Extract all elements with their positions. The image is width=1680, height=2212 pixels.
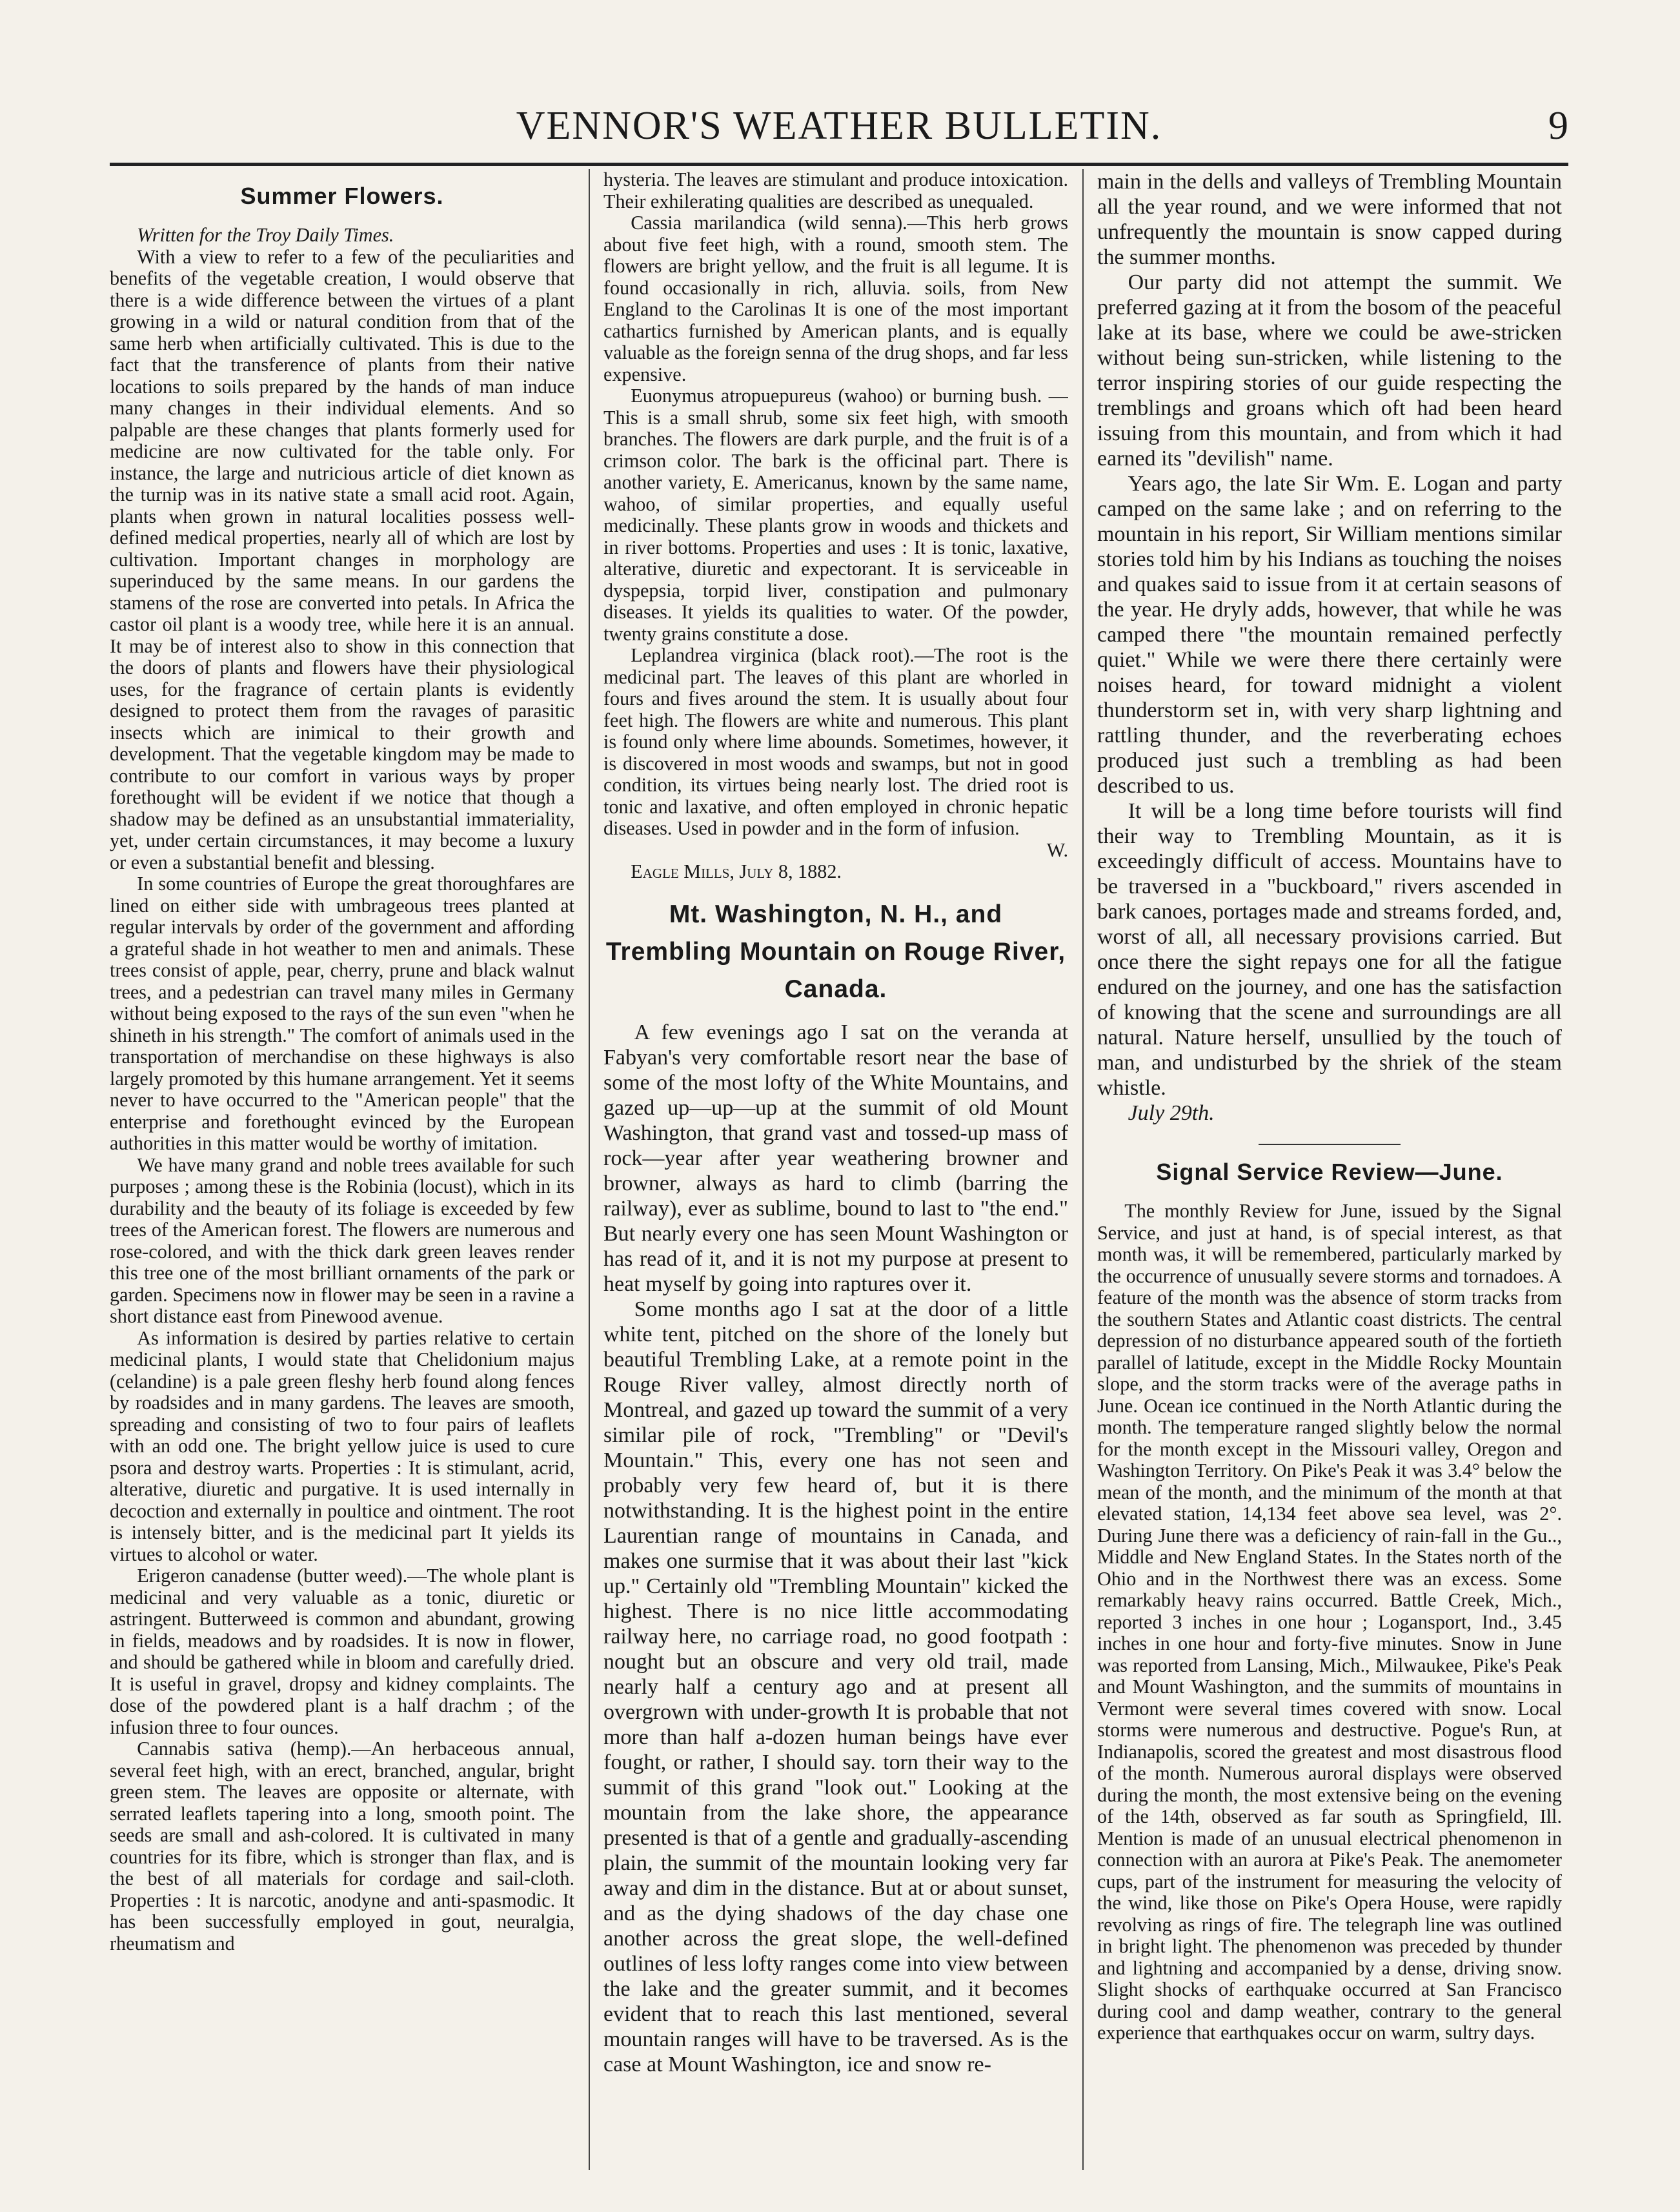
paragraph: Erigeron canadense (butter weed).—The whole plant is medicinal and very valuable as a tonic, diuretic or astringent. Butterweed is common and abundant, growing in fields, meadows and by roadsides. It is now in flower, and should be gathered while in bloom and carefully dried. It is useful in gravel, dropsy and kidney complaints. The dose of the powdered plant is a half drachm ; of the infusion three to four ounces. [110,1565,574,1738]
publication-title: VENNOR'S WEATHER BULLETIN. [516,104,1162,148]
header-rule [110,163,1568,166]
paragraph: A few evenings ago I sat on the veranda at Fabyan's very comfortable resort near the base of some of the most lofty of the White Mountains, and gazed up—up—up at the summit of old Mount Washington, that grand vast and tossed-up mass of rock—year after year weathering browner and browner, always as hard to climb (barring the railway), ever as sublime, bound to last to "the end." But nearly every one has seen Mount Washington or has read of it, and it is not my purpose at present to heat myself by going into raptures over it. [603,1020,1068,1296]
article-signoff: W. [1046,838,1068,861]
article-heading-signal-service: Signal Service Review—June. [1156,1159,1503,1185]
paragraph: As information is desired by parties relative to certain medicinal plants, I would state that Chelidonium majus (celandine) is a pale green fleshy herb found along fences by roadsides and in many gardens. The leaves are smooth, spreading and consisting of two to four pairs of leaflets with an odd one. The bright yellow juice is used to cure psora and destroy warts. Properties : It is stimulant, acrid, alterative, diuretic and purgative. It is used internally in decoction and externally in poultice and ointment. The root is intensely bitter, and is the medicinal part It yields its virtues to alcohol or water. [110,1326,574,1565]
paragraph: Cannabis sativa (hemp).—An herbaceous annual, several feet high, with an erect, branched, angular, bright green stem. The leaves are opposite or alternate, with serrated leaflets tapering into a long, smooth point. The seeds are small and ash-colored. It is cultivated in many countries for its fibre, which is stronger than flax, and is the best of all materials for cordage and sail-cloth. Properties : It is narcotic, anodyne and anti-spasmodic. It has been successfully employed in gout, neuralgia, rheumatism and [110,1738,574,1954]
column-2 [603,169,1068,2176]
article-date: July 29th. [1128,1101,1215,1125]
article-dateline: Eagle Mills, July 8, 1882. [631,860,842,882]
column-divider-2 [1082,169,1084,2170]
paragraph: Cassia marilandica (wild senna).—This herb grows about five feet high, with a round, smooth stem. The flowers are bright yellow, and the fruit is all legume. It is found occasionally in rich, alluvia. soils, from New England to the Carolinas It is one of the most important cathartics furnished by American plants, and is equally valuable as the foreign senna of the drug shops, and far less expensive. [603,212,1068,385]
article-heading-mt-washington: Mt. Washington, N. H., and Trembling Mountain on Rouge River, Canada. [605,900,1066,1003]
column-divider-1 [589,169,590,2170]
paragraph: Our party did not attempt the summit. We preferred gazing at it from the bosom of the peaceful lake at its base, where we could be awe-stricken without being sun-stricken, while listening to the terror inspiring stories of our guide respecting the tremblings and groans which oft had been heard issuing from this mountain, and from which it had earned its "devilish" name. [1097,270,1562,471]
paragraph: It will be a long time before tourists will find their way to Trembling Mountain, as it is exceedingly difficult of access. Mountains have to be traversed in a "buckboard," rivers ascended in bark canoes, portages made and streams forded, and, worst of all, all necessary provisions carried. But once there the sight repays one for all the fatigue endured on the journey, and one has the satisfaction of knowing that the scene and surroundings are all natural. Nature herself, unsullied by the touch of man, and undisturbed by the shriek of the steam whistle. [1097,799,1562,1100]
paragraph: We have many grand and noble trees available for such purposes ; among these is the Robinia (locust), which in its durability and the beauty of its foliage is exceeded by few trees of the American forest. The flowers are numerous and rose-colored, and with the thick dark green leaves render this tree one of the most brilliant ornaments of the park or garden. Specimens now in flower may be seen in a ravine a short distance east from Pinewood avenue. [110,1153,574,1327]
column-1 [110,169,574,2176]
paragraph: hysteria. The leaves are stimulant and produce intoxication. Their exhilerating qualities are described as unequaled. [603,169,1068,212]
paragraph: Some months ago I sat at the door of a little white tent, pitched on the shore of the lonely but beautiful Trembling Lake, at a remote point in the Rouge River valley, almost directly north of Montreal, and gazed up toward the summit of a very similar pile of rock, "Trembling" or "Devil's Mountain." This, every one has not seen and probably very few heard of, but it is there notwithstanding. It is the highest point in the entire Laurentian range of mountains in Canada, and makes one surmise that it was about their last "kick up." Certainly old "Trembling Mountain" kicked the highest. There is no nice little accommodating railway here, no carriage road, no good footpath : nought but an obscure and very old trail, made nearly half a century ago and at present all overgrown with under-growth It is probable that not more than half a-dozen human beings have ever fought, or rather, I should say. torn their way to the summit of this grand "look out." Looking at the mountain from the lake shore, the appearance presented is that of a gentle and gradually-ascending plain, the summit of the mountain looking very far away and dim in the distance. But at or about sunset, and as the dying shadows of the day chase one another across the great slope, the well-defined outlines of less lofty ranges come into view between the lake and the greater summit, and it becomes evident that to reach this last mentioned, several mountain ranges will have to be traversed. As is the case at Mount Washington, ice and snow re- [603,1297,1068,2076]
paragraph: Years ago, the late Sir Wm. E. Logan and party camped on the same lake ; and on referring to the mountain in his report, Sir William mentions similar stories told him by his Indians as touching the noises and quakes said to issue from it at certain seasons of the year. He dryly adds, however, that while he was camped there "the mountain remained perfectly quiet." While we were there there certainly were noises heard, for toward midnight a violent thunderstorm set in, with very sharp lightning and rattling thunder, and the reverberating echoes produced just such a trembling as had been described to us. [1097,472,1562,798]
article-heading-summer-flowers: Summer Flowers. [240,183,444,209]
page-number: 9 [1548,104,1568,148]
page-header [110,103,1568,168]
paragraph: main in the dells and valleys of Trembling Mountain all the year round, and we were informed that not unfrequently the mountain is snow capped during the summer months. [1097,170,1562,269]
paragraph: Leplandrea virginica (black root).—The root is the medicinal part. The leaves of this plant are whorled in fours and fives around the stem. It is usually about four feet high. The flowers are white and numerous. This plant is found only where lime abounds. Sometimes, however, it is discovered in most woods and swamps, but not in good condition, its virtues being nearly lost. The dried root is tonic and laxative, and often employed in chronic hepatic diseases. Used in powder and in the form of infusion. [603,644,1068,839]
section-separator [1259,1144,1401,1145]
paragraph: In some countries of Europe the great thoroughfares are lined on either side with umbrageous trees planted at regular intervals by order of the government and affording a grateful shade in hot weather to men and animals. These trees consist of apple, pear, cherry, prune and black walnut trees, and a pedestrian can travel many miles in Germany without being exposed to the rays of the sun even "when he shineth in his strength." The comfort of animals used in the transportation of merchandise on these highways is also largely promoted by this humane arrangement. Yet it seems never to have occurred to the "American people" that the enterprise and forethought evinced by the European authorities in this matter would be worthy of imitation. [110,873,574,1154]
column-3 [1097,169,1562,2176]
paragraph: With a view to refer to a few of the peculiarities and benefits of the vegetable creation, I would observe that there is a wide difference between the virtues of a plant growing in a wild or natural condition from that of the same herb when artificially cultivated. This is due to the fact that the transference of plants from their native locations to soils prepared by the hands of man induce many changes in their individual elements. And so palpable are these changes that plants formerly used for medicine are now cultivated for the table only. For instance, the large and nutricious article of diet known as the turnip was in its native state a small acid root. Again, plants when grown in natural localities possess well-defined medical properties, nearly all of which are lost by cultivation. Important changes in morphology are superinduced by the same means. In our gardens the stamens of the rose are converted into petals. In Africa the castor oil plant is a woody tree, while here it is an annual. It may be of interest also to show in this connection that the doors of plants and flowers have their physiological uses, for the fragrance of certain plants is evidently designed to protect them from the ravages of parasitic insects which are inimical to their growth and development. That the vegetable kingdom may be made to contribute to our comfort in various ways by proper forethought will be evident if we notice that though a shadow may be defined as an unsubstantial immateriality, yet, under certain circumstances, it may become a luxury or even a substantial benefit and blessing. [110,245,574,873]
article-byline: Written for the Troy Daily Times. [137,224,394,246]
paragraph: Euonymus atropuepureus (wahoo) or burning bush. —This is a small shrub, some six feet high, with smooth branches. The flowers are dark purple, and the fruit is of a crimson color. The bark is the officinal part. There is another variety, E. Americanus, known by the same name, wahoo, of similar properties, and equally useful medicinally. These plants grow in woods and thickets and in river bottoms. Properties and uses : It is tonic, laxative, alterative, diuretic and expectorant. It is serviceable in dyspepsia, torpid liver, constipation and pulmonary diseases. It yields its qualities to water. Of the powder, twenty grains constitute a dose. [603,385,1068,645]
paragraph: The monthly Review for June, issued by the Signal Service, and just at hand, is of special interest, as that month was, it will be remembered, particularly marked by the occurrence of unusually severe storms and tornadoes. A feature of the month was the absence of storm tracks from the southern States and Atlantic coast districts. The central depression of no disturbance appeared south of the fortieth parallel of latitude, except in the Middle Rocky Mountain slope, and the storm tracks were of the average paths in June. Ocean ice continued in the North Atlantic during the month. The temperature ranged slightly below the normal for the month except in the Missouri valley, Oregon and Washington Territory. On Pike's Peak it was 3.4° below the mean of the month, and the minimum of the month at that elevated station, 14,134 feet above sea level, was 2°. During June there was a deficiency of rain-fall in the Gu.., Middle and New England States. In the States north of the Ohio and in the Northwest there was an excess. Some remarkably heavy rains occurred. Battle Creek, Mich., reported 3 inches in one hour ; Logansport, Ind., 3.45 inches in one hour and forty-five minutes. Snow in June was reported from Lansing, Mich., Milwaukee, Pike's Peak and Mount Washington, and the summits of mountains in Vermont were several times covered with snow. Local storms were numerous and destructive. Pogue's Run, at Indianapolis, scored the greatest and most disastrous flood of the month. Numerous auroral displays were observed during the month, the most extensive being on the evening of the 14th, observed as far south as Springfield, Ill. Mention is made of an unusual electrical phenomenon in connection with an aurora at Pike's Peak. The anemometer cups, part of the instrument for measuring the velocity of the wind, like those on Pike's Opera House, were rapidly revolving as rings of fire. The telegraph line was outlined in bright light. The phenomenon was preceded by thunder and lightning and accompanied by a dense, driving snow. Slight shocks of earthquake occurred at San Francisco during cool and damp weather, contrary to the general experience that earthquakes occur on warm, sultry days. [1097,1200,1562,2044]
